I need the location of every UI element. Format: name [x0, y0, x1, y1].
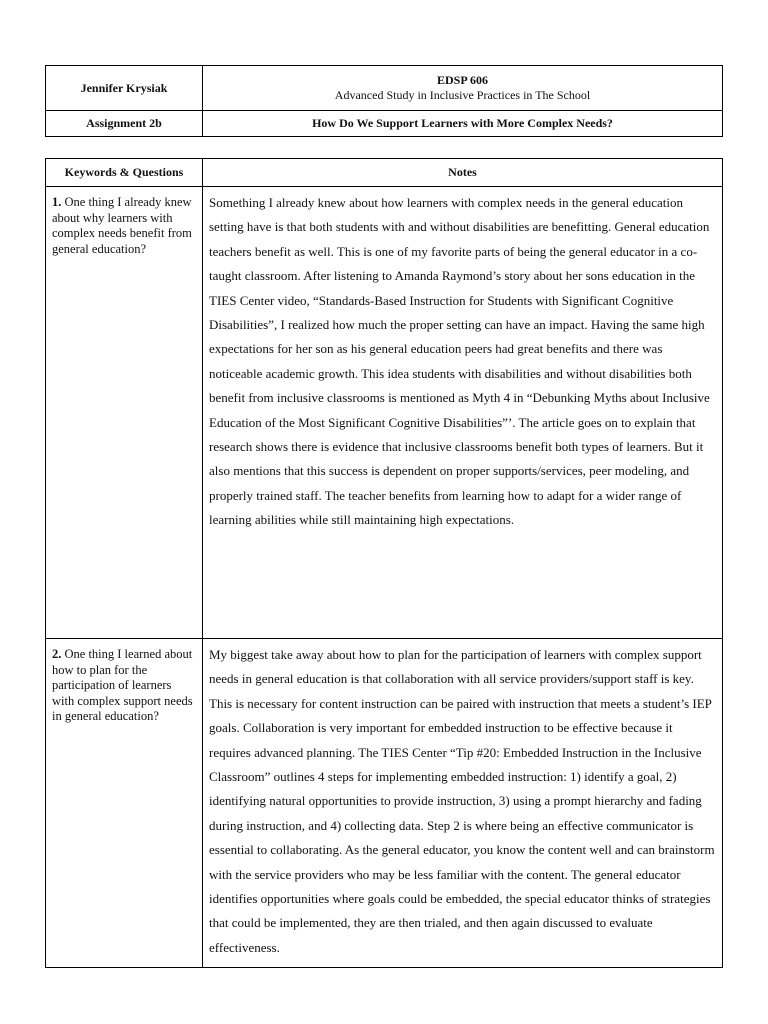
notes-header-row: [46, 159, 723, 187]
question-text: One thing I learned about how to plan for the participation of learners with complex support needs in general education?: [52, 647, 193, 723]
course-title: Advanced Study in Inclusive Practices in The School: [334, 88, 591, 102]
keywords-column-header: Keywords & Questions: [46, 159, 203, 187]
notes-column-header: Notes: [203, 159, 723, 187]
table-row: [46, 187, 723, 639]
notes-cell: My biggest take away about how to plan for the participation of learners with complex support needs in general education is that collaboration with all service providers/support staff is key. This is necessary for content instruction can be paired with instruction that meets a student’s IEP goals. Collaboration is very important for embedded instruction to be effective because it requires advanced planning. The TIES Center “Tip #20: Embedded Instruction in the Inclusive Classroom” outlines 4 steps for implementing embedded instruction: 1) identify a goal, 2) identifying natural opportunities to provide instruction, 3) using a prompt hierarchy and fading during instruction, and 4) collecting data. Step 2 is where being an effective communicator is essential to collaborating. As the general educator, you know the content well and can brainstorm with the service providers who may be less familiar with the content. The general educator identifies opportunities where goals could be embedded, the special educator thinks of strategies that could be implemented, they are then trialed, and then again discussed to evaluate effectiveness.: [203, 639, 723, 968]
assignment-title: How Do We Support Learners with More Complex Needs?: [203, 111, 723, 137]
course-code: EDSP 606: [436, 73, 488, 87]
question-number: 2.: [52, 647, 62, 661]
header-table: [45, 65, 723, 137]
notes-cell: Something I already knew about how learners with complex needs in the general education setting have is that both students with and without disabilities are benefitting. General education teachers benefit as well. This is one of my favorite parts of being the general educator in a co-taught classroom. After listening to Amanda Raymond’s story about her sons education in the TIES Center video, “Standards-Based Instruction for Students with Significant Cognitive Disabilities”, I realized how much the proper setting can have an impact. Having the same high expectations for her son as his general education peers had great benefits and there was noticeable academic growth. This idea students with disabilities and without disabilities both benefit from inclusive classrooms is mentioned as Myth 4 in “Debunking Myths about Inclusive Education of the Most Significant Cognitive Disabilities”’. The article goes on to explain that research shows there is evidence that inclusive classrooms benefit both types of learners. But it also mentions that this success is dependent on proper supports/services, peer modeling, and properly trained staff. The teacher benefits from learning how to adapt for a wider range of learning abilities while still maintaining high expectations.: [203, 187, 723, 639]
question-cell: [46, 187, 203, 639]
notes-table: [45, 158, 723, 968]
author-name: Jennifer Krysiak: [46, 66, 203, 111]
question-text: One thing I already knew about why learners with complex needs benefit from general education?: [52, 195, 192, 256]
assignment-label: Assignment 2b: [46, 111, 203, 137]
table-row: [46, 639, 723, 968]
question-cell: [46, 639, 203, 968]
header-row-course: [46, 66, 723, 111]
course-cell: [203, 66, 723, 111]
question-number: 1.: [52, 195, 62, 209]
header-row-assignment: [46, 111, 723, 137]
